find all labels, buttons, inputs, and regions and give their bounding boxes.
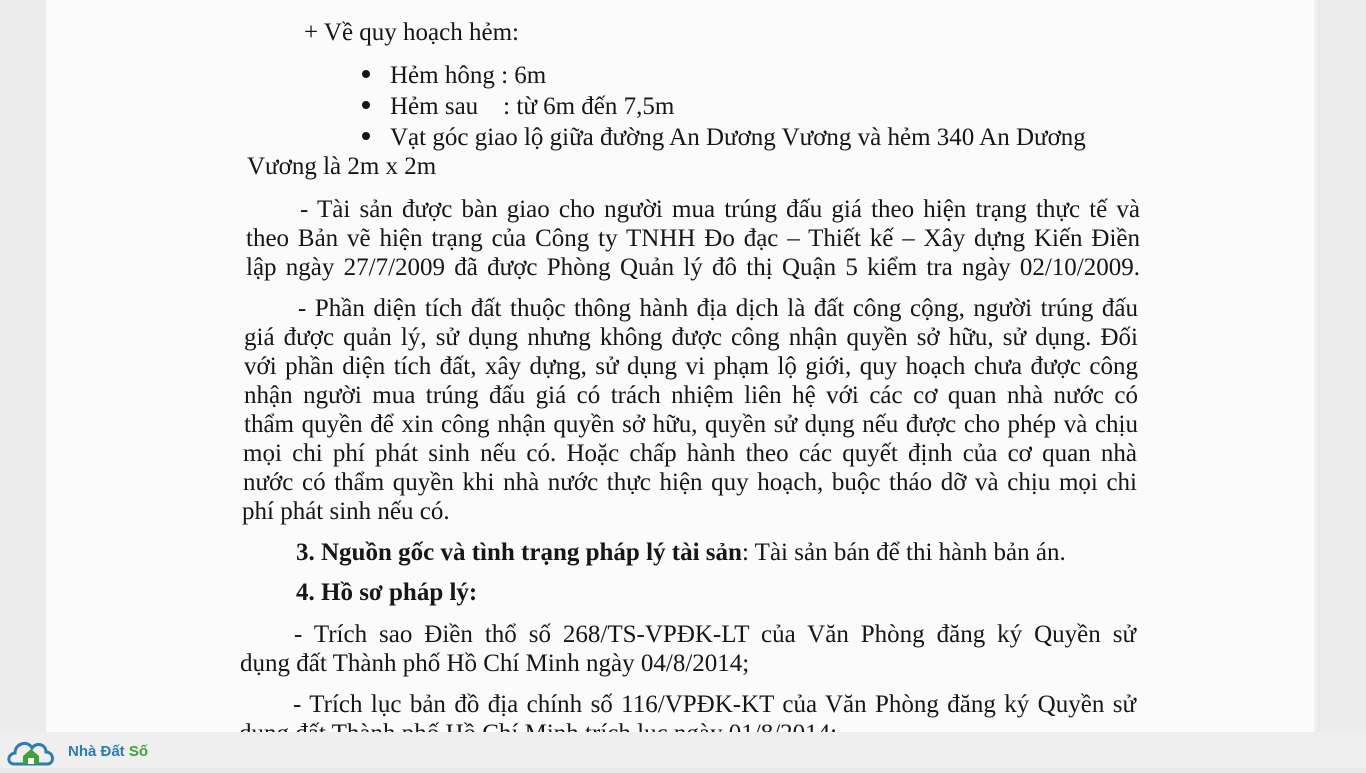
paragraph-line: nước có thẩm quyền khi nhà nước thực hiện quy hoạch, buộc tháo dỡ và chịu mọi chi	[243, 469, 1137, 496]
paragraph-line: với phần diện tích đất, xây dựng, sử dụng vi phạm lộ giới, quy hoạch chưa được công	[244, 353, 1138, 380]
bottom-bar	[0, 732, 1366, 768]
paragraph-line-cut-off	[239, 719, 837, 733]
paragraph-line: - Tài sản được bàn giao cho người mua trúng đấu giá theo hiện trạng thực tế và	[300, 196, 1140, 223]
paragraph-line: lập ngày 27/7/2009 đã được Phòng Quản lý đô thị Quận 5 kiểm tra ngày 02/10/2009.	[246, 254, 1140, 281]
bullet-item: Hẻm hông : 6m	[362, 61, 546, 90]
bullet-item: Hẻm sau : từ 6m đến 7,5m	[362, 92, 674, 121]
bullet-icon	[362, 132, 370, 140]
paragraph-line: theo Bản vẽ hiện trạng của Công ty TNHH Đo đạc – Thiết kế – Xây dựng Kiến Điền	[246, 225, 1140, 252]
watermark-brand-text: Nhà Đất Số	[68, 743, 149, 760]
paragraph-line: giá được quản lý, sử dụng nhưng không được công nhận quyền sở hữu, sử dụng. Đối	[244, 324, 1138, 351]
paragraph-line: thẩm quyền để xin công nhận quyền sở hữu, quyền sử dụng nếu được cho phép và chịu	[244, 411, 1138, 438]
paragraph-line: mọi chi phí phát sinh nếu có. Hoặc chấp hành theo các quyết định của cơ quan nhà	[243, 440, 1137, 467]
section-3-text: : Tài sản bán để thi hành bản án.	[741, 539, 1066, 566]
section-3-title: 3. Nguồn gốc và tình trạng pháp lý tài sản	[296, 539, 742, 566]
cloud-house-icon	[6, 734, 68, 768]
heading-quy-hoach-hem: + Về quy hoạch hẻm:	[304, 19, 519, 46]
paragraph-line: nhận người mua trúng đấu giá có trách nhiệm liên hệ với các cơ quan nhà nước có	[244, 382, 1138, 409]
bullet-item: Vạt góc giao lộ giữa đường An Dương Vương và hẻm 340 An Dương	[362, 123, 1086, 152]
bullet-continuation: Vương là 2m x 2m	[247, 153, 437, 180]
paragraph-line: - Phần diện tích đất thuộc thông hành địa dịch là đất công cộng, người trúng đấu	[298, 295, 1138, 322]
paragraph-line: dụng đất Thành phố Hồ Chí Minh ngày 04/8/2014;	[240, 650, 750, 677]
paragraph-line: - Trích sao Điền thổ số 268/TS-VPĐK-LT của Văn Phòng đăng ký Quyền sử	[294, 621, 1136, 648]
watermark-logo	[6, 734, 166, 768]
section-3	[296, 538, 1066, 567]
bullet-icon	[362, 101, 370, 109]
scanned-document-page	[46, 0, 1320, 732]
paragraph-line: - Trích lục bản đồ địa chính số 116/VPĐK-KT của Văn Phòng đăng ký Quyền sử	[293, 691, 1136, 718]
paragraph-line: phí phát sinh nếu có.	[242, 498, 450, 525]
section-4-title: 4. Hồ sơ pháp lý:	[296, 579, 478, 606]
page-edge-shadow	[1314, 0, 1320, 732]
bullet-icon	[362, 70, 370, 78]
